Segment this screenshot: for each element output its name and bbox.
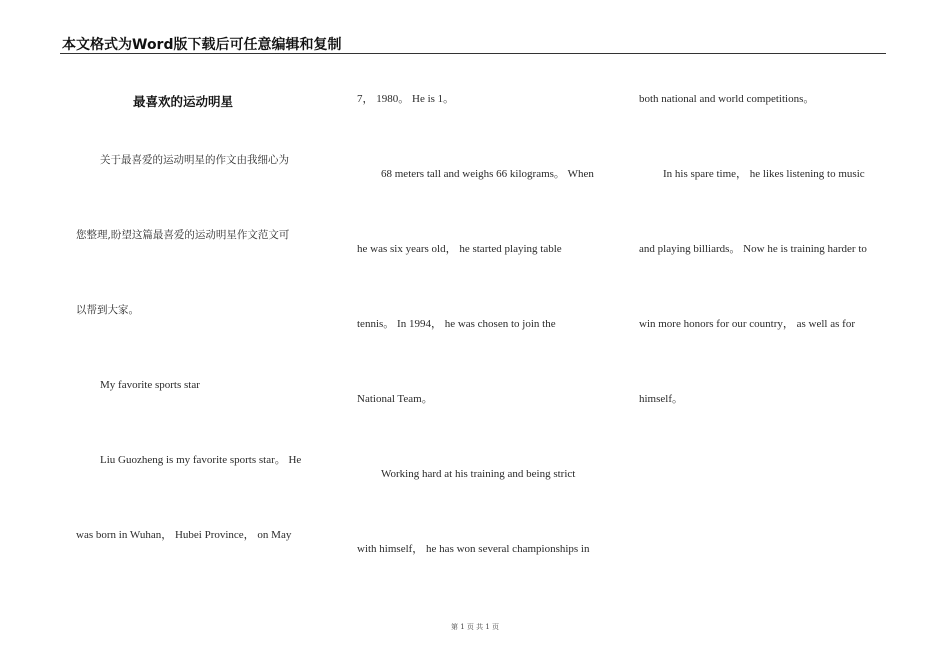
paragraph-line: he was six years old， he started playing table xyxy=(357,243,562,255)
paragraph-line: and playing billiards。 Now he is training harder to xyxy=(639,243,867,255)
paragraph-line: My favorite sports star xyxy=(100,379,200,391)
paragraph-line: himself。 xyxy=(639,393,683,405)
paragraph-line: both national and world competitions。 xyxy=(639,93,815,105)
paragraph-line: 关于最喜爱的运动明星的作文由我细心为 xyxy=(100,154,289,166)
document-header: 本文格式为Word版下载后可任意编辑和复制 xyxy=(62,37,342,53)
paragraph-line: Working hard at his training and being strict xyxy=(381,468,576,480)
paragraph-line: 您整理,盼望这篇最喜爱的运动明星作文范文可 xyxy=(76,229,290,241)
paragraph-line: win more honors for our country， as well as for xyxy=(639,318,855,330)
paragraph-line: National Team。 xyxy=(357,393,433,405)
paragraph-line: 以帮到大家。 xyxy=(76,304,139,316)
text-column-2 xyxy=(357,0,612,672)
paragraph-line: 68 meters tall and weighs 66 kilograms。 When xyxy=(381,168,594,180)
paragraph-line: with himself， he has won several championships in xyxy=(357,543,590,555)
paragraph-line: tennis。 In 1994， he was chosen to join the xyxy=(357,318,556,330)
paragraph-line: was born in Wuhan， Hubei Province， on May xyxy=(76,529,292,541)
page-footer: 第 1 页 共 1 页 xyxy=(450,623,500,631)
text-column-1 xyxy=(76,0,326,672)
article-title: 最喜欢的运动明星 xyxy=(133,94,234,109)
paragraph-line: 7， 1980。 He is 1。 xyxy=(357,93,455,105)
text-column-3 xyxy=(639,0,889,672)
paragraph-line: In his spare time， he likes listening to music xyxy=(663,168,865,180)
paragraph-line: Liu Guozheng is my favorite sports star。 He xyxy=(100,454,302,466)
